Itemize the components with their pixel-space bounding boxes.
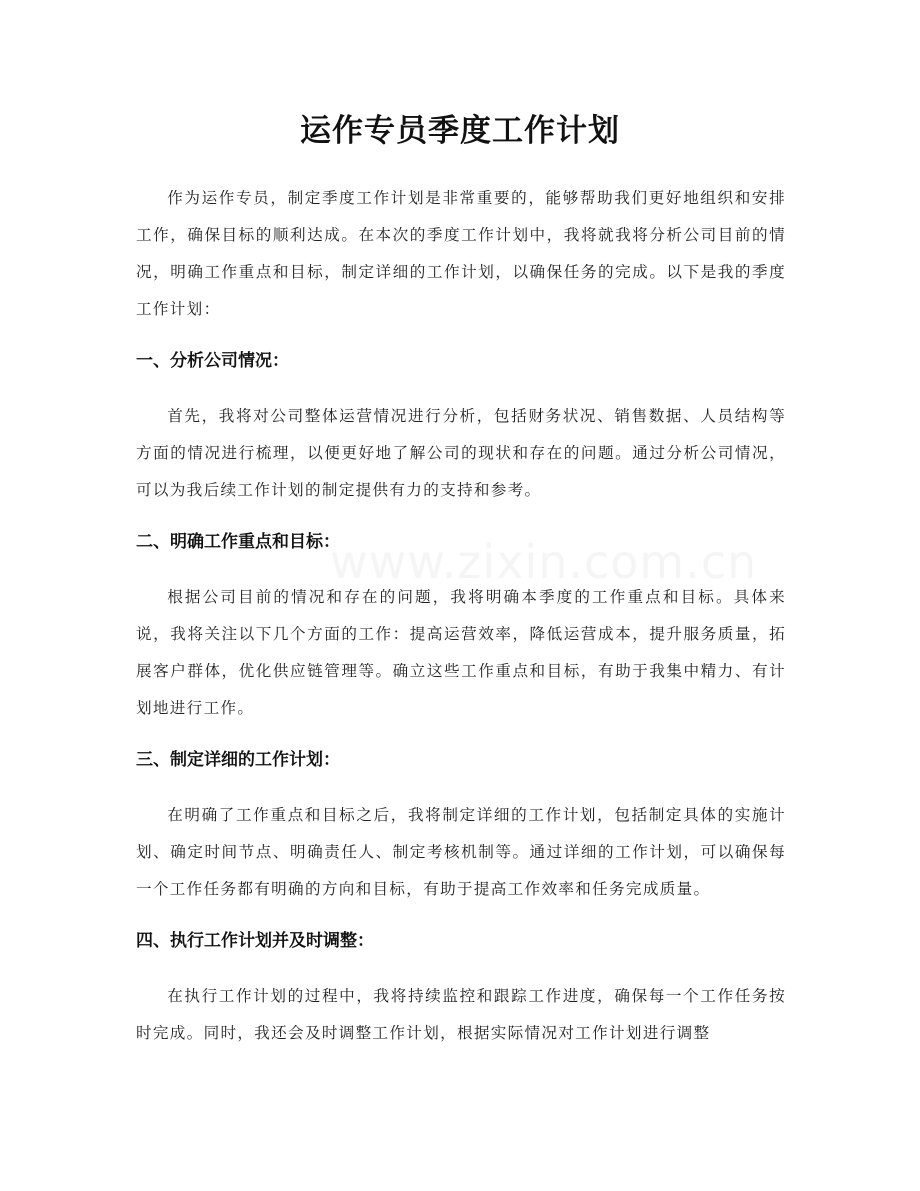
section-heading-priorities: 二、明确工作重点和目标： — [136, 532, 340, 552]
section-heading-analysis: 一、分析公司情况： — [136, 351, 289, 371]
watermark: www.zixin.com.cn — [330, 535, 758, 589]
section-body-priorities: 根据公司目前的情况和存在的问题，我将明确本季度的工作重点和目标。具体来说，我将关注以下几个方面的工作：提高运营效率，降低运营成本，提升服务质量，拓展客户群体，优化供应链管理等。确立这些工作重点和目标，有助于我集中精力、有计划地进行工作。 — [136, 588, 786, 717]
section-body-analysis: 首先，我将对公司整体运营情况进行分析，包括财务状况、销售数据、人员结构等方面的情况进行梳理，以便更好地了解公司的现状和存在的问题。通过分析公司情况，可以为我后续工作计划的制定提供有力的支持和参考。 — [136, 407, 786, 499]
document-title: 运作专员季度工作计划 — [300, 113, 620, 149]
section-body-execution: 在执行工作计划的过程中，我将持续监控和跟踪工作进度，确保每一个工作任务按时完成。同时，我还会及时调整工作计划，根据实际情况对工作计划进行调整 — [136, 987, 786, 1042]
document-body — [136, 180, 786, 1052]
section-body-detailed-plan: 在明确了工作重点和目标之后，我将制定详细的工作计划，包括制定具体的实施计划、确定时间节点、明确责任人、制定考核机制等。通过详细的工作计划，可以确保每一个工作任务都有明确的方向和目标，有助于提高工作效率和任务完成质量。 — [136, 806, 786, 898]
section-heading-detailed-plan: 三、制定详细的工作计划： — [136, 750, 340, 770]
intro-paragraph: 作为运作专员，制定季度工作计划是非常重要的，能够帮助我们更好地组织和安排工作，确保目标的顺利达成。在本次的季度工作计划中，我将就我将分析公司目前的情况，明确工作重点和目标，制定详细的工作计划，以确保任务的完成。以下是我的季度工作计划： — [136, 189, 786, 318]
section-heading-execution: 四、执行工作计划并及时调整： — [136, 931, 374, 951]
